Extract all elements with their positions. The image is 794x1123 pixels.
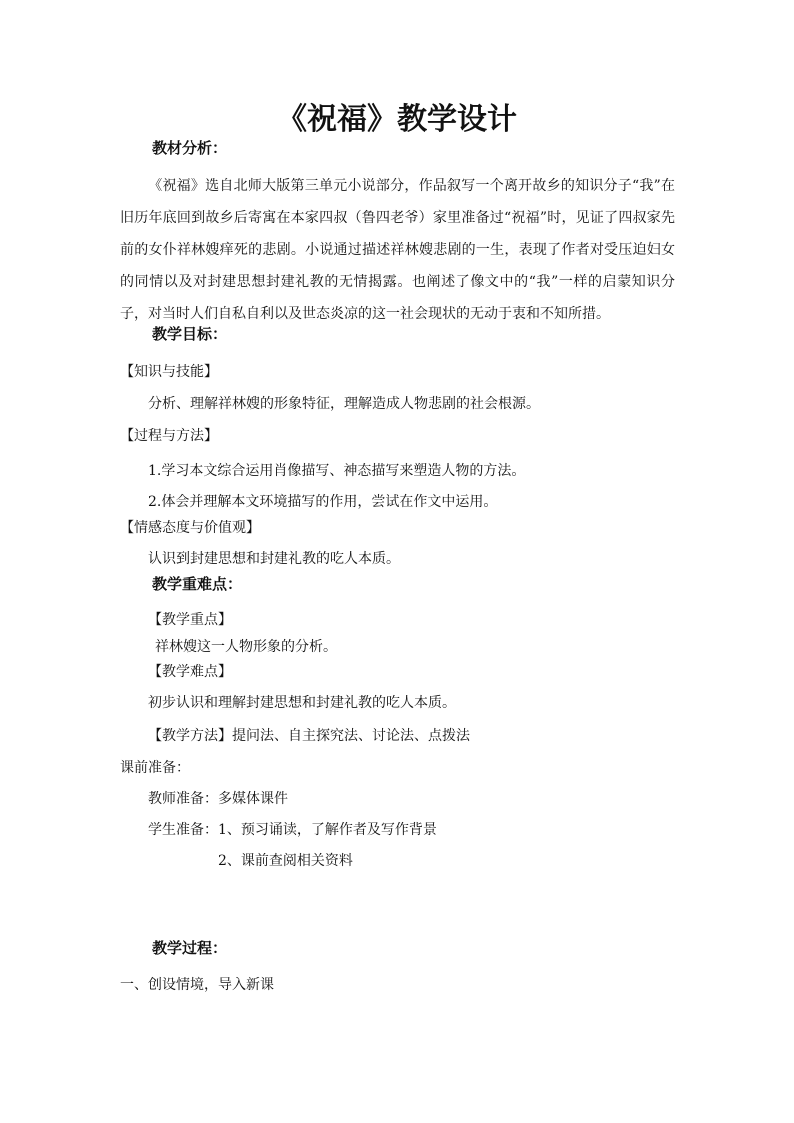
- keypoints-heading: 教学重难点：: [152, 575, 243, 593]
- focus-label: 【教学重点】: [148, 612, 232, 628]
- analysis-heading: 教材分析：: [152, 139, 228, 157]
- analysis-text: 《祝福》选自北师大版第三单元小说部分，作品叙写一个离开故乡的知识分子“我”在旧历年底回到故乡后寄寓在本家四叔（鲁四老爷）家里准备过“祝福”时，见证了四叔家先前的女仆祥林嫂痒死的悲剧。小说通过描述祥林嫂悲剧的一生，表现了作者对受压迫妇女的同情以及对封建思想封建礼教的无情揭露。也阐述了像文中的“我”一样的启蒙知识分子，对当时人们自私自利以及世态炎凉的这一社会现状的无动于衷和不知所措。: [120, 178, 675, 322]
- goals-heading: 教学目标：: [152, 325, 228, 343]
- method-line: 【教学方法】提问法、自主探究法、讨论法、点拨法: [148, 728, 470, 744]
- document-title: 《祝福》教学设计: [277, 102, 517, 137]
- student-prep-1: 学生准备：1、预习诵读，了解作者及写作背景: [148, 822, 437, 838]
- difficulty-label: 【教学难点】: [148, 664, 232, 680]
- step-1: 一、创设情境，导入新课: [120, 977, 274, 993]
- knowledge-text: 分析、理解祥林嫂的形象特征，理解造成人物悲剧的社会根源。: [148, 396, 540, 412]
- difficulty-text: 初步认识和理解封建思想和封建礼教的吃人本质。: [148, 695, 456, 711]
- emotion-text: 认识到封建思想和封建礼教的吃人本质。: [148, 551, 400, 567]
- process-item-2: 2.体会并理解本文环境描写的作用，尝试在作文中运用。: [148, 494, 498, 510]
- student-prep-2: 2、课前查阅相关资料: [218, 853, 353, 869]
- emotion-label: 【情感态度与价值观】: [120, 520, 260, 536]
- process-heading: 教学过程：: [152, 939, 228, 957]
- analysis-paragraph: [120, 170, 675, 330]
- prep-heading: 课前准备：: [120, 760, 190, 776]
- teacher-prep: 教师准备：多媒体课件: [148, 791, 288, 807]
- focus-text: 祥林嫂这一人物形象的分析。: [155, 639, 337, 655]
- process-label: 【过程与方法】: [120, 428, 218, 444]
- process-item-1: 1.学习本文综合运用肖像描写、神态描写来塑造人物的方法。: [148, 463, 526, 479]
- knowledge-label: 【知识与技能】: [120, 364, 218, 380]
